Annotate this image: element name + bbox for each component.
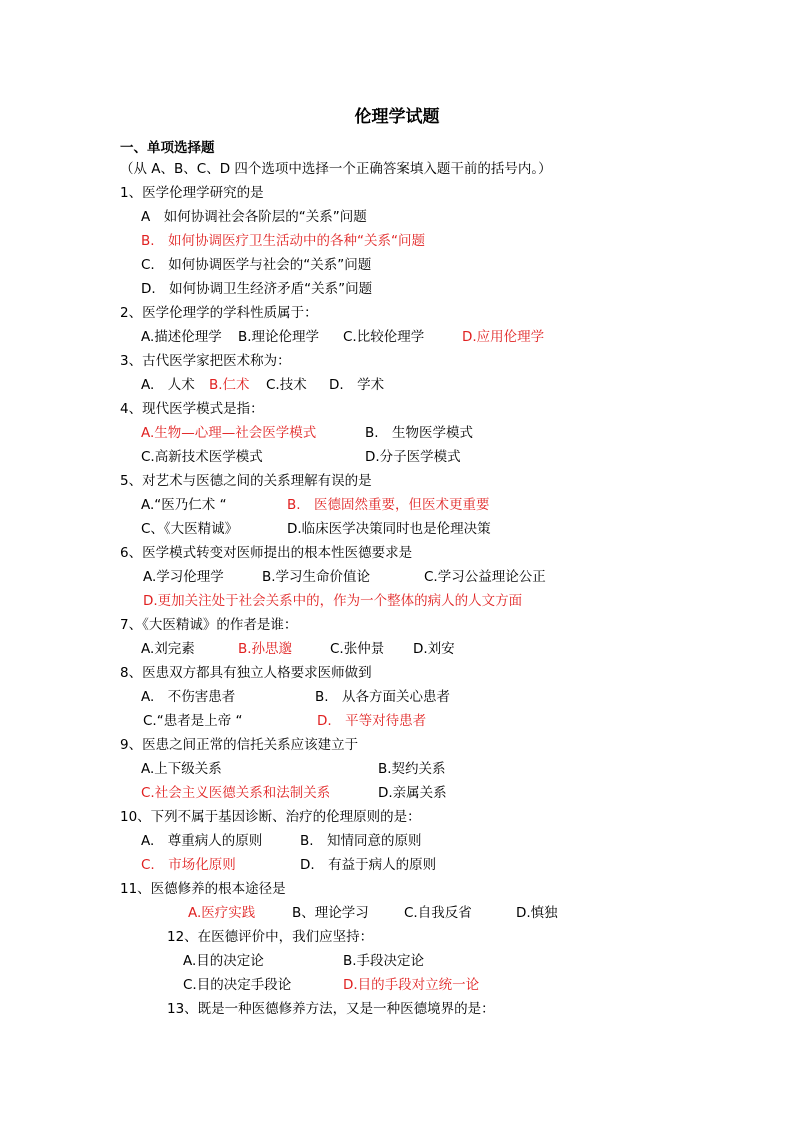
question-10-option-a: A. 尊重病人的原则 [141, 833, 263, 849]
question-11-option-d: D.慎独 [516, 905, 558, 921]
question-2-stem: 2、医学伦理学的学科性质属于： [120, 305, 318, 321]
question-8-stem: 8、医患双方都具有独立人格要求医师做到 [120, 665, 372, 681]
question-5-stem: 5、对艺术与医德之间的关系理解有误的是 [120, 473, 372, 489]
question-1-option-a: A 如何协调社会各阶层的“关系”问题 [141, 209, 367, 225]
question-11-stem: 11、医德修养的根本途径是 [120, 881, 286, 897]
question-3-option-d: D. 学术 [329, 377, 385, 393]
question-1-stem: 1、医学伦理学研究的是 [120, 185, 264, 201]
question-9-option-b: B.契约关系 [378, 761, 446, 777]
question-6-option-b: B.学习生命价值论 [262, 569, 371, 585]
question-3-option-a: A. 人术 [141, 377, 195, 393]
question-3-stem: 3、古代医学家把医术称为： [120, 353, 291, 369]
question-8-option-d: D. 平等对待患者 [317, 713, 427, 729]
question-4-option-c: C.高新技术医学模式 [141, 449, 263, 465]
question-4-stem: 4、现代医学模式是指： [120, 401, 264, 417]
question-6-option-d: D.更加关注处于社会关系中的，作为一个整体的病人的人文方面 [143, 593, 523, 609]
section-heading: 一、单项选择题 [120, 140, 215, 156]
question-12-option-c: C.目的决定手段论 [183, 977, 292, 993]
instruction: （从 A、B、C、D 四个选项中选择一个正确答案填入题干前的括号内。） [120, 161, 552, 177]
question-4-option-a: A.生物—心理—社会医学模式 [141, 425, 317, 441]
question-5-option-a: A.“医乃仁术 “ [141, 497, 227, 513]
question-13-stem: 13、既是一种医德修养方法，又是一种医德境界的是： [167, 1001, 495, 1017]
question-7-option-b: B.孙思邈 [238, 641, 293, 657]
question-12-option-a: A.目的决定论 [183, 953, 264, 969]
question-7-option-a: A.刘完素 [141, 641, 195, 657]
question-3-option-c: C.技术 [266, 377, 307, 393]
question-9-option-a: A.上下级关系 [141, 761, 222, 777]
question-7-option-c: C.张仲景 [330, 641, 385, 657]
question-1-option-d: D. 如何协调卫生经济矛盾“关系”问题 [141, 281, 373, 297]
question-7-stem: 7、《大医精诚》的作者是谁： [120, 617, 298, 633]
page-title: 伦理学试题 [354, 107, 440, 127]
question-2-option-c: C.比较伦理学 [343, 329, 425, 345]
question-2-option-a: A.描述伦理学 [141, 329, 222, 345]
question-12-option-b: B.手段决定论 [343, 953, 425, 969]
question-5-option-c: C、《大医精诚》 [141, 521, 239, 537]
question-8-option-a: A. 不伤害患者 [141, 689, 236, 705]
question-3-option-b: B.仁术 [209, 377, 250, 393]
question-5-option-b: B. 医德固然重要，但医术更重要 [287, 497, 490, 513]
question-10-option-d: D. 有益于病人的原则 [300, 857, 437, 873]
question-8-option-c: C.“患者是上帝 “ [143, 713, 243, 729]
question-5-option-d: D.临床医学决策同时也是伦理决策 [287, 521, 491, 537]
question-2-option-d: D.应用伦理学 [462, 329, 545, 345]
question-7-option-d: D.刘安 [413, 641, 455, 657]
question-4-option-d: D.分子医学模式 [365, 449, 461, 465]
question-4-option-b: B. 生物医学模式 [365, 425, 474, 441]
question-2-option-b: B.理论伦理学 [238, 329, 320, 345]
question-11-option-a: A.医疗实践 [188, 905, 256, 921]
question-10-option-b: B. 知情同意的原则 [300, 833, 422, 849]
question-9-option-d: D.亲属关系 [378, 785, 447, 801]
question-9-option-c: C.社会主义医德关系和法制关系 [141, 785, 331, 801]
question-1-option-b: B. 如何协调医疗卫生活动中的各种“关系“问题 [141, 233, 426, 249]
question-10-option-c: C. 市场化原则 [141, 857, 236, 873]
question-11-option-b: B、理论学习 [292, 905, 369, 921]
question-6-option-a: A.学习伦理学 [143, 569, 224, 585]
question-11-option-c: C.自我反省 [404, 905, 472, 921]
question-9-stem: 9、医患之间正常的信托关系应该建立于 [120, 737, 359, 753]
question-1-option-c: C. 如何协调医学与社会的“关系”问题 [141, 257, 372, 273]
question-8-option-b: B. 从各方面关心患者 [315, 689, 451, 705]
question-10-stem: 10、下列不属于基因诊断、治疗的伦理原则的是： [120, 809, 421, 825]
question-12-stem: 12、在医德评价中，我们应坚持： [167, 929, 374, 945]
question-6-stem: 6、医学模式转变对医师提出的根本性医德要求是 [120, 545, 413, 561]
question-6-option-c: C.学习公益理论公正 [424, 569, 546, 585]
question-12-option-d: D.目的手段对立统一论 [343, 977, 480, 993]
